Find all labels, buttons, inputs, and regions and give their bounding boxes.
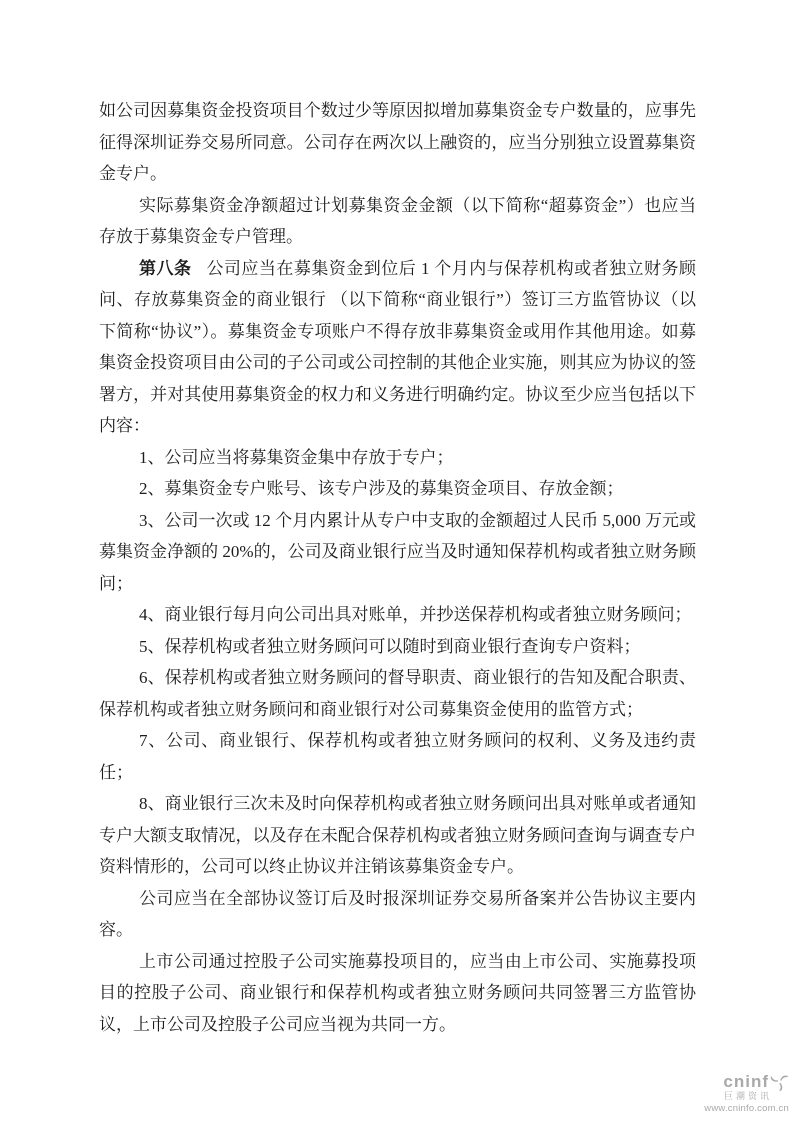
paragraph-subsidiary-implementation: 上市公司通过控股子公司实施募投项目的，应当由上市公司、实施募投项目的控股子公司、商业银行和保荐机构或者独立财务顾问共同签署三方监管协议，上市公司及控股子公司应当视为共同一方。 (99, 951, 696, 1034)
clause-1: 1、公司应当将募集资金集中存放于专户； (139, 447, 454, 467)
watermark-url: www.cninfo.com.cn (704, 1102, 789, 1114)
clause-2: 2、募集资金专户账号、该专户涉及的募集资金项目、存放金额； (139, 479, 624, 498)
watermark-chinese-name: 巨潮资讯 (723, 1090, 772, 1101)
article-8-text: 公司应当在募集资金到位后 1 个月内与保荐机构或者独立财务顾问、存放募集资金的商业银行 （以下简称“商业银行”）签订三方监管协议（以下简称“协议”）。募集资金专项账户不得存放非募集资金或用作其他用途。如募集资金投资项目由公司的子公司或公司控制的其他企业实施，则其应为协议的签署方，并对其使用募集资金的权力和义务进行明确约定。协议至少应当包括以下内容： (99, 258, 697, 435)
article-number-label: 第八条 (139, 258, 192, 278)
cninfo-swirl-icon (770, 1072, 789, 1091)
clause-4: 4、商业银行每月向公司出具对账单，并抄送保荐机构或者独立财务顾问； (139, 605, 692, 624)
cninfo-logo (704, 1072, 789, 1091)
clause-3: 3、公司一次或 12 个月内累计从专户中支取的金额超过人民币 5,000 万元或募集资金净额的 20%的，公司及商业银行应当及时通知保荐机构或者独立财务顾问； (99, 510, 696, 593)
paragraph-filing-with-szse: 公司应当在全部协议签订后及时报深圳证券交易所备案并公告协议主要内容。 (99, 888, 696, 939)
cninfo-logo-text: cninf (723, 1071, 769, 1091)
clause-5: 5、保荐机构或者独立财务顾问可以随时到商业银行查询专户资料； (139, 636, 641, 656)
cninfo-watermark (704, 1072, 789, 1114)
paragraph-account-quantity-continuation: 如公司因募集资金投资项目个数过少等原因拟增加募集资金专户数量的，应事先征得深圳证券交易所同意。公司存在两次以上融资的，应当分别独立设置募集资金专户。 (99, 101, 696, 183)
clause-7: 7、公司、商业银行、保荐机构或者独立财务顾问的权利、义务及违约责任； (99, 731, 696, 782)
document-body (99, 0, 696, 1040)
paragraph-over-raised-funds: 实际募集资金净额超过计划募集资金金额（以下简称“超募资金”）也应当存放于募集资金专户管理。 (99, 195, 696, 246)
clause-6: 6、保荐机构或者独立财务顾问的督导职责、商业银行的告知及配合职责、保荐机构或者独立财务顾问和商业银行对公司募集资金使用的监管方式； (99, 668, 696, 719)
clause-8: 8、商业银行三次未及时向保荐机构或者独立财务顾问出具对账单或者通知专户大额支取情况，以及存在未配合保荐机构或者独立财务顾问查询与调查专户资料情形的，公司可以终止协议并注销该募集资金专户。 (99, 794, 696, 876)
paragraph-article-8 (99, 253, 696, 442)
